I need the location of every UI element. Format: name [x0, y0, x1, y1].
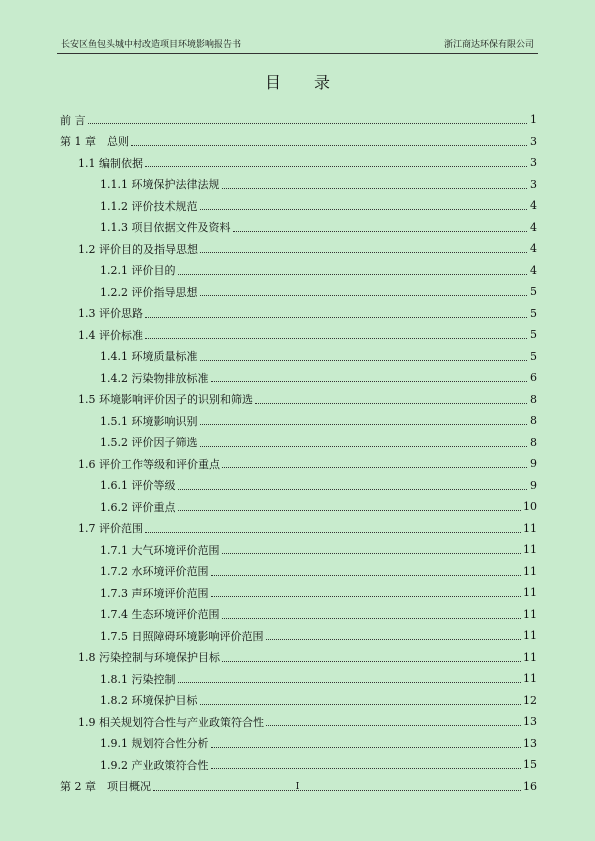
toc-entry-page: 11	[523, 564, 537, 578]
toc-entry[interactable]	[60, 539, 537, 561]
toc-entry-title: 1.7 评价范围	[78, 522, 143, 536]
toc-entry-title: 1.9.2 产业政策符合性	[100, 758, 209, 772]
toc-dot-leader	[200, 295, 528, 296]
toc-dot-leader	[88, 123, 528, 124]
toc-entry[interactable]	[60, 647, 537, 669]
toc-entry[interactable]	[60, 389, 537, 411]
toc-entry[interactable]	[60, 711, 537, 733]
toc-entry-title: 1.4.2 污染物排放标准	[100, 371, 209, 385]
toc-dot-leader	[145, 532, 521, 533]
toc-entry-page: 11	[523, 629, 537, 643]
toc-dot-leader	[255, 403, 527, 404]
toc-entry-page: 10	[523, 500, 537, 514]
toc-entry-title: 1.8 污染控制与环境保护目标	[78, 651, 220, 665]
toc-entry-title: 1.3 评价思路	[78, 307, 143, 321]
toc-dot-leader	[266, 639, 522, 640]
page-title: 目 录	[264, 73, 345, 92]
toc-entry-title: 1.9 相关规划符合性与产业政策符合性	[78, 715, 264, 729]
toc-entry[interactable]	[60, 260, 537, 282]
toc-entry-title: 1.8.2 环境保护目标	[100, 694, 198, 708]
toc-entry[interactable]	[60, 475, 537, 497]
toc-dot-leader	[200, 424, 528, 425]
toc-entry[interactable]	[60, 432, 537, 454]
toc-entry-title: 1.6 评价工作等级和评价重点	[78, 457, 220, 471]
toc-dot-leader	[200, 446, 528, 447]
toc-dot-leader	[211, 596, 522, 597]
toc-entry[interactable]	[60, 303, 537, 325]
toc-entry[interactable]	[60, 754, 537, 776]
toc-entry-title: 1.2 评价目的及指导思想	[78, 242, 198, 256]
toc-dot-leader	[178, 682, 522, 683]
toc-dot-leader	[178, 489, 528, 490]
toc-entry-title: 1.6.2 评价重点	[100, 500, 176, 514]
toc-entry-page: 9	[530, 457, 537, 471]
toc-entry-page: 3	[530, 156, 537, 170]
toc-entry-title: 1.8.1 污染控制	[100, 672, 176, 686]
toc-entry[interactable]	[60, 668, 537, 690]
toc-dot-leader	[211, 747, 522, 748]
toc-entry-title: 1.1.3 项目依据文件及资料	[100, 221, 231, 235]
toc-entry-title: 第 1 章 总则	[60, 135, 129, 149]
toc-dot-leader	[200, 704, 522, 705]
toc-dot-leader	[211, 768, 522, 769]
toc-entry-title: 1.4 评价标准	[78, 328, 143, 342]
toc-dot-leader	[222, 618, 522, 619]
toc-entry[interactable]	[60, 561, 537, 583]
toc-entry-title: 1.6.1 评价等级	[100, 479, 176, 493]
toc-entry-page: 5	[530, 306, 537, 320]
toc-entry-title: 前 言	[60, 113, 86, 127]
toc-entry-title: 1.7.5 日照障碍环境影响评价范围	[100, 629, 264, 643]
toc-dot-leader	[178, 510, 522, 511]
toc-entry-title: 1.2.1 评价目的	[100, 264, 176, 278]
toc-entry-title: 第 2 章 项目概况	[60, 780, 151, 794]
toc-entry-page: 8	[530, 392, 537, 406]
toc-dot-leader	[222, 661, 521, 662]
table-of-contents	[60, 109, 537, 797]
toc-entry-page: 16	[523, 779, 537, 793]
toc-entry[interactable]	[60, 195, 537, 217]
toc-dot-leader	[266, 725, 521, 726]
toc-entry-title: 1.1.1 环境保护法律法规	[100, 178, 220, 192]
toc-entry[interactable]	[60, 238, 537, 260]
toc-entry-title: 1.9.1 规划符合性分析	[100, 737, 209, 751]
toc-entry-page: 8	[530, 435, 537, 449]
toc-dot-leader	[200, 209, 528, 210]
toc-dot-leader	[145, 338, 527, 339]
toc-entry[interactable]	[60, 174, 537, 196]
toc-entry[interactable]	[60, 281, 537, 303]
toc-entry-page: 5	[530, 349, 537, 363]
page-number: I	[295, 782, 300, 792]
toc-dot-leader	[233, 231, 528, 232]
toc-entry[interactable]	[60, 152, 537, 174]
toc-entry-page: 13	[523, 715, 537, 729]
toc-entry-title: 1.5 环境影响评价因子的识别和筛选	[78, 393, 253, 407]
toc-dot-leader	[200, 360, 528, 361]
toc-entry-page: 3	[530, 177, 537, 191]
header-right-text: 浙江商达环保有限公司	[443, 40, 534, 50]
toc-entry[interactable]	[60, 733, 537, 755]
toc-entry-title: 1.1 编制依据	[78, 156, 143, 170]
toc-dot-leader	[145, 317, 527, 318]
toc-dot-leader	[222, 467, 527, 468]
toc-entry-page: 11	[523, 586, 537, 600]
toc-entry-page: 4	[530, 263, 537, 277]
toc-entry-title: 1.4.1 环境质量标准	[100, 350, 198, 364]
toc-entry[interactable]	[60, 690, 537, 712]
toc-dot-leader	[211, 575, 522, 576]
header-left-text: 长安区鱼包头城中村改造项目环境影响报告书	[61, 40, 242, 50]
toc-entry[interactable]	[60, 324, 537, 346]
toc-entry-page: 4	[530, 242, 537, 256]
toc-entry[interactable]	[60, 217, 537, 239]
toc-entry-page: 8	[530, 414, 537, 428]
toc-entry[interactable]	[60, 496, 537, 518]
page-footer	[0, 779, 595, 793]
toc-entry-page: 11	[523, 543, 537, 557]
toc-entry-page: 12	[523, 693, 537, 707]
toc-entry-page: 11	[523, 672, 537, 686]
toc-entry[interactable]	[60, 625, 537, 647]
toc-entry-title: 1.5.1 环境影响识别	[100, 414, 198, 428]
toc-entry[interactable]	[60, 582, 537, 604]
toc-entry-title: 1.7.3 声环境评价范围	[100, 586, 209, 600]
toc-entry[interactable]	[60, 410, 537, 432]
toc-dot-leader	[131, 145, 527, 146]
toc-entry-page: 11	[523, 607, 537, 621]
toc-entry[interactable]	[60, 518, 537, 540]
toc-entry-page: 13	[523, 736, 537, 750]
toc-entry-page: 6	[530, 371, 537, 385]
toc-entry-title: 1.7.2 水环境评价范围	[100, 565, 209, 579]
toc-entry-page: 3	[530, 134, 537, 148]
toc-entry[interactable]	[60, 346, 537, 368]
toc-entry-page: 1	[530, 113, 537, 127]
toc-entry[interactable]	[60, 109, 537, 131]
toc-entry-title: 1.5.2 评价因子筛选	[100, 436, 198, 450]
toc-dot-leader	[145, 166, 527, 167]
toc-entry-page: 11	[523, 650, 537, 664]
toc-dot-leader	[222, 188, 528, 189]
toc-entry-title: 1.1.2 评价技术规范	[100, 199, 198, 213]
toc-entry-page: 4	[530, 199, 537, 213]
toc-dot-leader	[222, 553, 522, 554]
toc-dot-leader	[211, 381, 528, 382]
toc-entry-page: 4	[530, 220, 537, 234]
toc-entry[interactable]	[60, 367, 537, 389]
toc-entry[interactable]	[60, 453, 537, 475]
toc-entry[interactable]	[60, 131, 537, 153]
toc-entry[interactable]	[60, 604, 537, 626]
toc-entry-page: 5	[530, 328, 537, 342]
toc-entry-page: 11	[523, 521, 537, 535]
toc-entry-page: 15	[523, 758, 537, 772]
toc-entry-title: 1.7.4 生态环境评价范围	[100, 608, 220, 622]
toc-entry-page: 9	[530, 478, 537, 492]
toc-dot-leader	[178, 274, 528, 275]
toc-dot-leader	[200, 252, 527, 253]
toc-entry-title: 1.7.1 大气环境评价范围	[100, 543, 220, 557]
toc-entry-page: 5	[530, 285, 537, 299]
toc-entry-title: 1.2.2 评价指导思想	[100, 285, 198, 299]
page-header	[57, 38, 538, 54]
